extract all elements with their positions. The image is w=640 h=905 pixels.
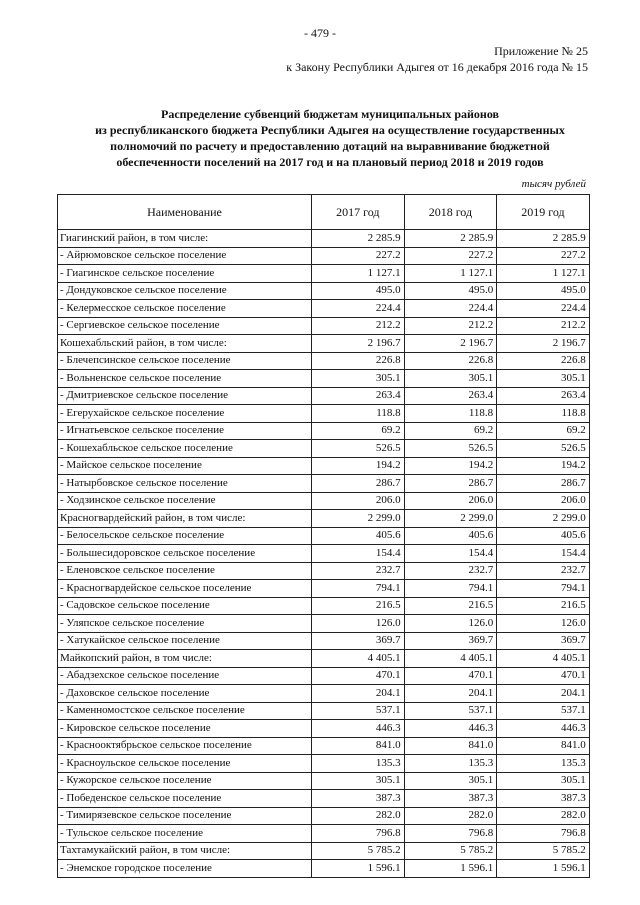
value-2019-cell: 387.3 — [497, 790, 590, 808]
row-name-cell: - Краснооктябрьское сельское поселение — [58, 737, 312, 755]
table-row — [58, 685, 590, 703]
value-2019-cell: 794.1 — [497, 580, 590, 598]
value-2019-cell: 212.2 — [497, 317, 590, 335]
value-2017-cell: 470.1 — [312, 667, 405, 685]
value-2018-cell: 69.2 — [404, 422, 497, 440]
value-2019-cell: 69.2 — [497, 422, 590, 440]
value-2019-cell: 470.1 — [497, 667, 590, 685]
row-name-cell: - Ходзинское сельское поселение — [58, 492, 312, 510]
value-2017-cell: 263.4 — [312, 387, 405, 405]
table-row — [58, 492, 590, 510]
value-2018-cell: 1 596.1 — [404, 860, 497, 878]
table-row — [58, 755, 590, 773]
value-2019-cell: 446.3 — [497, 720, 590, 738]
value-2017-cell: 5 785.2 — [312, 842, 405, 860]
value-2019-cell: 204.1 — [497, 685, 590, 703]
value-2019-cell: 4 405.1 — [497, 650, 590, 668]
table-header-row — [58, 195, 590, 230]
value-2018-cell: 282.0 — [404, 807, 497, 825]
table-row — [58, 265, 590, 283]
row-name-cell: Майкопский район, в том числе: — [58, 650, 312, 668]
table-row — [58, 720, 590, 738]
value-2019-cell: 126.0 — [497, 615, 590, 633]
value-2019-cell: 2 285.9 — [497, 230, 590, 248]
value-2018-cell: 135.3 — [404, 755, 497, 773]
value-2018-cell: 2 285.9 — [404, 230, 497, 248]
table-row — [58, 860, 590, 878]
value-2017-cell: 526.5 — [312, 440, 405, 458]
value-2018-cell: 369.7 — [404, 632, 497, 650]
value-2017-cell: 227.2 — [312, 247, 405, 265]
value-2018-cell: 216.5 — [404, 597, 497, 615]
row-name-cell: - Энемское городское поселение — [58, 860, 312, 878]
value-2019-cell: 226.8 — [497, 352, 590, 370]
row-name-cell: - Большесидоровское сельское поселение — [58, 545, 312, 563]
title-line: Распределение субвенций бюджетам муниципальных районов — [160, 107, 500, 121]
row-name-cell: - Гиагинское сельское поселение — [58, 265, 312, 283]
table-row — [58, 317, 590, 335]
value-2017-cell: 216.5 — [312, 597, 405, 615]
value-2017-cell: 286.7 — [312, 475, 405, 493]
table-row — [58, 737, 590, 755]
table-row — [58, 562, 590, 580]
value-2018-cell: 841.0 — [404, 737, 497, 755]
value-2019-cell: 1 596.1 — [497, 860, 590, 878]
district-row — [58, 335, 590, 353]
district-row — [58, 230, 590, 248]
value-2018-cell: 495.0 — [404, 282, 497, 300]
value-2019-cell: 841.0 — [497, 737, 590, 755]
value-2018-cell: 1 127.1 — [404, 265, 497, 283]
value-2018-cell: 387.3 — [404, 790, 497, 808]
value-2019-cell: 118.8 — [497, 405, 590, 423]
value-2017-cell: 2 285.9 — [312, 230, 405, 248]
header-name: Наименование — [58, 195, 312, 230]
table-body — [58, 230, 590, 878]
appendix-law-reference: к Закону Республики Адыгея от 16 декабря 2016 года № 15 — [286, 60, 588, 74]
value-2018-cell: 212.2 — [404, 317, 497, 335]
row-name-cell: Тахтамукайский район, в том числе: — [58, 842, 312, 860]
row-name-cell: - Белосельское сельское поселение — [58, 527, 312, 545]
district-row — [58, 842, 590, 860]
value-2017-cell: 2 299.0 — [312, 510, 405, 528]
table-row — [58, 422, 590, 440]
row-name-cell: - Красногвардейское сельское поселение — [58, 580, 312, 598]
row-name-cell: - Хатукайское сельское поселение — [58, 632, 312, 650]
row-name-cell: - Айрюмовское сельское поселение — [58, 247, 312, 265]
value-2017-cell: 135.3 — [312, 755, 405, 773]
value-2018-cell: 4 405.1 — [404, 650, 497, 668]
value-2018-cell: 537.1 — [404, 702, 497, 720]
table-row — [58, 527, 590, 545]
row-name-cell: - Натырбовское сельское поселение — [58, 475, 312, 493]
value-2017-cell: 537.1 — [312, 702, 405, 720]
row-name-cell: - Дмитриевское сельское поселение — [58, 387, 312, 405]
table-row — [58, 580, 590, 598]
value-2019-cell: 495.0 — [497, 282, 590, 300]
value-2018-cell: 204.1 — [404, 685, 497, 703]
row-name-cell: - Дондуковское сельское поселение — [58, 282, 312, 300]
value-2019-cell: 135.3 — [497, 755, 590, 773]
row-name-cell: - Даховское сельское поселение — [58, 685, 312, 703]
table-row — [58, 545, 590, 563]
value-2017-cell: 232.7 — [312, 562, 405, 580]
row-name-cell: - Кировское сельское поселение — [58, 720, 312, 738]
value-2019-cell: 1 127.1 — [497, 265, 590, 283]
table-row — [58, 370, 590, 388]
row-name-cell: - Уляпское сельское поселение — [58, 615, 312, 633]
table-row — [58, 475, 590, 493]
value-2019-cell: 2 299.0 — [497, 510, 590, 528]
row-name-cell: - Кужорское сельское поселение — [58, 772, 312, 790]
title-line: полномочий по расчету и предоставлению дотаций на выравнивание бюджетной — [110, 139, 550, 153]
row-name-cell: - Тимирязевское сельское поселение — [58, 807, 312, 825]
table-row — [58, 615, 590, 633]
table-row — [58, 247, 590, 265]
value-2018-cell: 5 785.2 — [404, 842, 497, 860]
value-2018-cell: 126.0 — [404, 615, 497, 633]
row-name-cell: - Кошехабльское сельское поселение — [58, 440, 312, 458]
value-2018-cell: 224.4 — [404, 300, 497, 318]
row-name-cell: - Победенское сельское поселение — [58, 790, 312, 808]
value-2019-cell: 369.7 — [497, 632, 590, 650]
title-line: обеспеченности поселений на 2017 год и на плановый период 2018 и 2019 годов — [116, 155, 544, 169]
value-2017-cell: 1 127.1 — [312, 265, 405, 283]
value-2019-cell: 5 785.2 — [497, 842, 590, 860]
row-name-cell: Гиагинский район, в том числе: — [58, 230, 312, 248]
value-2017-cell: 794.1 — [312, 580, 405, 598]
value-2018-cell: 206.0 — [404, 492, 497, 510]
row-name-cell: - Каменномостское сельское поселение — [58, 702, 312, 720]
value-2017-cell: 282.0 — [312, 807, 405, 825]
value-2019-cell: 206.0 — [497, 492, 590, 510]
value-2019-cell: 232.7 — [497, 562, 590, 580]
value-2017-cell: 2 196.7 — [312, 335, 405, 353]
value-2017-cell: 305.1 — [312, 370, 405, 388]
table-row — [58, 282, 590, 300]
table-row — [58, 352, 590, 370]
value-2017-cell: 305.1 — [312, 772, 405, 790]
value-2019-cell: 194.2 — [497, 457, 590, 475]
row-name-cell: - Егерухайское сельское поселение — [58, 405, 312, 423]
row-name-cell: - Еленовское сельское поселение — [58, 562, 312, 580]
value-2017-cell: 841.0 — [312, 737, 405, 755]
value-2018-cell: 118.8 — [404, 405, 497, 423]
table-row — [58, 405, 590, 423]
value-2017-cell: 224.4 — [312, 300, 405, 318]
document-title — [40, 106, 620, 170]
value-2017-cell: 194.2 — [312, 457, 405, 475]
value-2017-cell: 495.0 — [312, 282, 405, 300]
value-2019-cell: 405.6 — [497, 527, 590, 545]
value-2018-cell: 446.3 — [404, 720, 497, 738]
row-name-cell: - Тульское сельское поселение — [58, 825, 312, 843]
value-2019-cell: 224.4 — [497, 300, 590, 318]
value-2018-cell: 232.7 — [404, 562, 497, 580]
value-2017-cell: 126.0 — [312, 615, 405, 633]
table-row — [58, 790, 590, 808]
value-2019-cell: 227.2 — [497, 247, 590, 265]
row-name-cell: Кошехабльский район, в том числе: — [58, 335, 312, 353]
value-2018-cell: 470.1 — [404, 667, 497, 685]
row-name-cell: - Красноульское сельское поселение — [58, 755, 312, 773]
table-row — [58, 440, 590, 458]
value-2017-cell: 204.1 — [312, 685, 405, 703]
value-2019-cell: 305.1 — [497, 772, 590, 790]
value-2019-cell: 282.0 — [497, 807, 590, 825]
table-row — [58, 825, 590, 843]
value-2019-cell: 2 196.7 — [497, 335, 590, 353]
row-name-cell: - Келермесское сельское поселение — [58, 300, 312, 318]
value-2019-cell: 526.5 — [497, 440, 590, 458]
value-2019-cell: 796.8 — [497, 825, 590, 843]
value-2017-cell: 405.6 — [312, 527, 405, 545]
value-2018-cell: 526.5 — [404, 440, 497, 458]
value-2019-cell: 154.4 — [497, 545, 590, 563]
row-name-cell: - Вольненское сельское поселение — [58, 370, 312, 388]
table-row — [58, 597, 590, 615]
value-2019-cell: 305.1 — [497, 370, 590, 388]
table-row — [58, 632, 590, 650]
value-2017-cell: 118.8 — [312, 405, 405, 423]
value-2017-cell: 154.4 — [312, 545, 405, 563]
value-2017-cell: 206.0 — [312, 492, 405, 510]
value-2018-cell: 796.8 — [404, 825, 497, 843]
value-2018-cell: 2 196.7 — [404, 335, 497, 353]
table-row — [58, 300, 590, 318]
value-2018-cell: 227.2 — [404, 247, 497, 265]
row-name-cell: Красногвардейский район, в том числе: — [58, 510, 312, 528]
value-2019-cell: 216.5 — [497, 597, 590, 615]
header-2018: 2018 год — [404, 195, 497, 230]
table-row — [58, 772, 590, 790]
value-2017-cell: 796.8 — [312, 825, 405, 843]
district-row — [58, 650, 590, 668]
title-line: из республиканского бюджета Республики Адыгея на осуществление государственных — [95, 123, 565, 137]
value-2018-cell: 305.1 — [404, 370, 497, 388]
header-2019: 2019 год — [497, 195, 590, 230]
row-name-cell: - Игнатьевское сельское поселение — [58, 422, 312, 440]
table-row — [58, 702, 590, 720]
value-2017-cell: 69.2 — [312, 422, 405, 440]
value-2019-cell: 537.1 — [497, 702, 590, 720]
value-2017-cell: 212.2 — [312, 317, 405, 335]
value-2017-cell: 369.7 — [312, 632, 405, 650]
district-row — [58, 510, 590, 528]
value-2018-cell: 263.4 — [404, 387, 497, 405]
value-2018-cell: 794.1 — [404, 580, 497, 598]
value-2018-cell: 226.8 — [404, 352, 497, 370]
row-name-cell: - Абадзехское сельское поселение — [58, 667, 312, 685]
row-name-cell: - Блечепсинское сельское поселение — [58, 352, 312, 370]
table-row — [58, 387, 590, 405]
subventions-table — [57, 194, 590, 878]
value-2017-cell: 226.8 — [312, 352, 405, 370]
value-2017-cell: 4 405.1 — [312, 650, 405, 668]
value-2018-cell: 286.7 — [404, 475, 497, 493]
value-2019-cell: 286.7 — [497, 475, 590, 493]
value-2018-cell: 405.6 — [404, 527, 497, 545]
value-2018-cell: 305.1 — [404, 772, 497, 790]
row-name-cell: - Майское сельское поселение — [58, 457, 312, 475]
page-number: - 479 - — [304, 26, 336, 40]
row-name-cell: - Сергиевское сельское поселение — [58, 317, 312, 335]
value-2018-cell: 2 299.0 — [404, 510, 497, 528]
row-name-cell: - Садовское сельское поселение — [58, 597, 312, 615]
value-2019-cell: 263.4 — [497, 387, 590, 405]
table-row — [58, 807, 590, 825]
value-2018-cell: 194.2 — [404, 457, 497, 475]
table-row — [58, 457, 590, 475]
value-2017-cell: 1 596.1 — [312, 860, 405, 878]
value-2017-cell: 387.3 — [312, 790, 405, 808]
value-2017-cell: 446.3 — [312, 720, 405, 738]
units-label: тысяч рублей — [521, 178, 586, 190]
table-row — [58, 667, 590, 685]
header-2017: 2017 год — [312, 195, 405, 230]
value-2018-cell: 154.4 — [404, 545, 497, 563]
appendix-number: Приложение № 25 — [494, 44, 588, 58]
